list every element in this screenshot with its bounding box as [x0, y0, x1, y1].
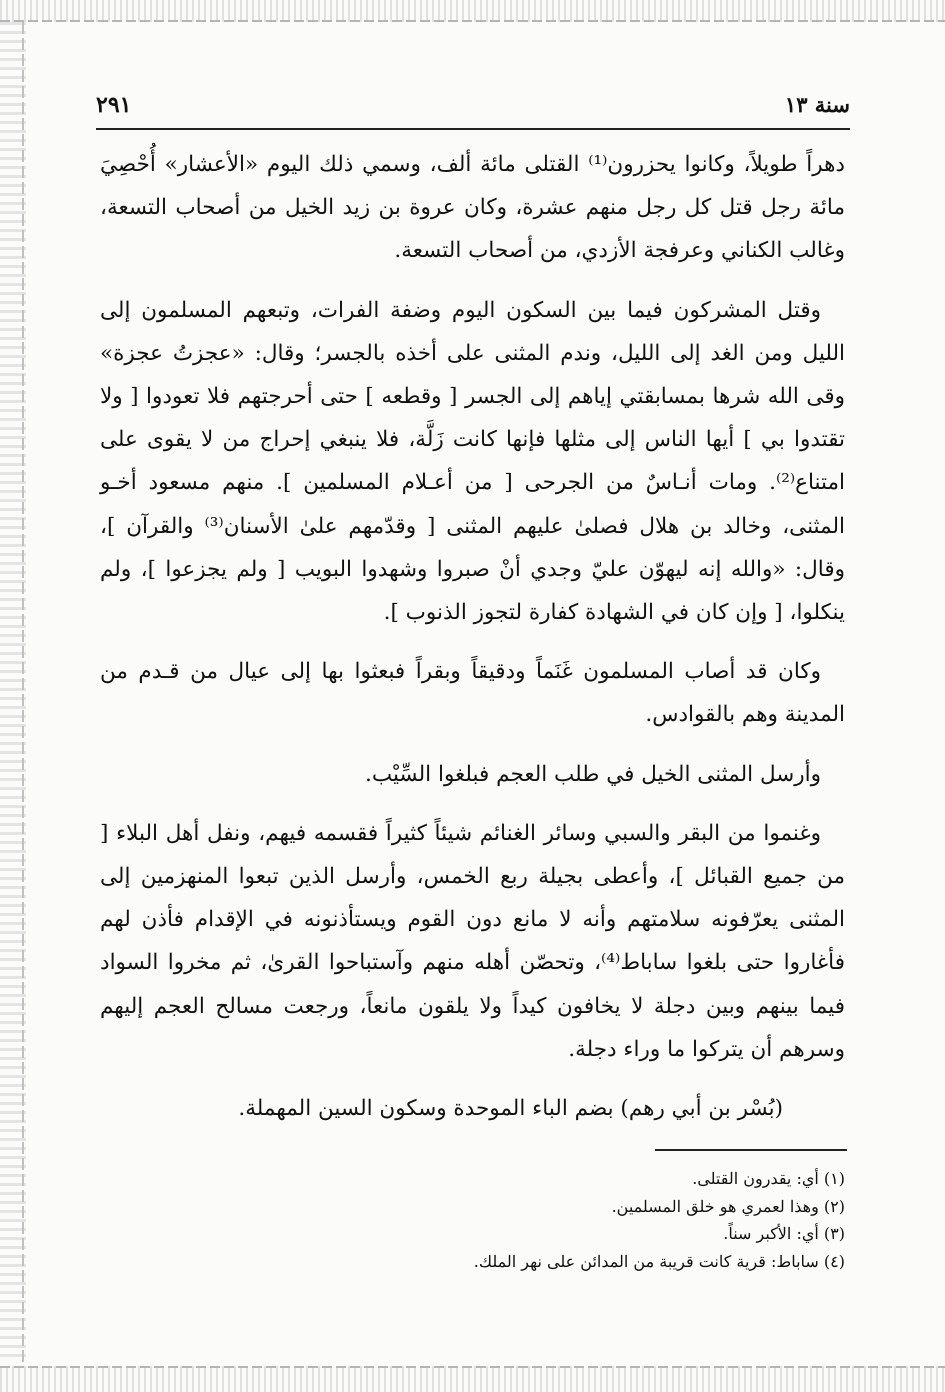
- paragraph: وقتل المشركون فيما بين السكون اليوم وضفة الفرات، وتبعهم المسلمون إلى الليل ومن الغد إلى الليل، وندم المثنى على أخذه بالجسر؛ وقال: «عجزتُ عجزة» وقى الله شرها بمسابقتي إياهم إلى الجسر [ وقطعه ] حتى أحرجتهم فلا تعودوا [ ولا تقتدوا بي ] أيها الناس إلى مثلها فإنها كانت زَلَّة، فلا ينبغي إحراج من لا يقوى على امتناع⁽²⁾. ومات أنـاسٌ من الجرحى [ من أعـلام المسلمين ]. منهم مسعود أخـو المثنى، وخالد بن هلال فصلىٰ عليهم المثنى [ وقدّمهم علىٰ الأسنان⁽³⁾ والقرآن ]، وقال: «والله إنه ليهوّن عليّ وجدي أنْ صبروا وشهدوا البويب [ ولم يجزعوا ]، ولم ينكلوا، [ وإن كان في الشهادة كفارة لتجوز الذنوب ].: [100, 297, 846, 626]
- footnotes: [100, 1165, 845, 1275]
- ornamental-border-bottom: [0, 1366, 945, 1392]
- paragraph: (بُسْر بن أبي رهم) بضم الباء الموحدة وسكون السين المهملة.: [238, 1096, 783, 1122]
- footnote: (٢) وهذا لعمري هو خلق المسلمين.: [611, 1196, 845, 1216]
- page-header: [96, 92, 850, 128]
- paragraph: دهراً طويلاً، وكانوا يحزرون⁽¹⁾ القتلى مائة ألف، وسمي ذلك اليوم «الأعشار» أُحْصِيَ مائة رجل قتل كل رجل منهم عشرة، وكان عروة بن زيد الخيل من أصحاب التسعة، وغالب الكناني وعرفجة الأزدي، من أصحاب التسعة.: [100, 152, 846, 264]
- footnote: (٤) ساباط: قرية كانت قريبة من المدائن على نهر الملك.: [473, 1251, 845, 1271]
- footnote: (٣) أي: الأكبر سناً.: [723, 1224, 845, 1243]
- paragraph: وكان قد أصاب المسلمون غَنَماً ودقيقاً وبقراً فبعثوا بها إلى عيال من قـدم من المدينة وهم بالقوادس.: [100, 659, 845, 728]
- page-number: ٢٩١: [96, 92, 132, 118]
- footnote-rule: [655, 1149, 847, 1151]
- ornamental-border-top: [0, 0, 945, 22]
- ornamental-border-left: [0, 22, 26, 1362]
- header-rule: [96, 128, 850, 130]
- running-head-year: سنة ١٣: [784, 92, 850, 117]
- main-text: [100, 143, 845, 1130]
- paragraph: وغنموا من البقر والسبي وسائر الغنائم شيئاً كثيراً فقسمه فيهم، ونفل أهل البلاء [ من جميع القبائل ]، وأعطى بجيلة ربع الخمس، وأرسل الذين تبعوا المنهزمين إلى المثنى يعرّفونه سلامتهم وأنه لا مانع دون القوم ويستأذنونه في الإقدام فأذن لهم فأغاروا حتى بلغوا ساباط⁽⁴⁾، وتحصّن أهله منهم وآستباحوا القرىٰ، ثم مخروا السواد فيما بينهم وبين دجلة لا يخافون كيداً ولا يلقون مانعاً، ورجعت مسالح العجم إليهم وسرهم أن يتركوا ما وراء دجلة.: [100, 820, 845, 1062]
- paragraph: وأرسل المثنى الخيل في طلب العجم فبلغوا السِّيْب.: [365, 761, 821, 787]
- footnote: (١) أي: يقدرون القتلى.: [692, 1169, 845, 1188]
